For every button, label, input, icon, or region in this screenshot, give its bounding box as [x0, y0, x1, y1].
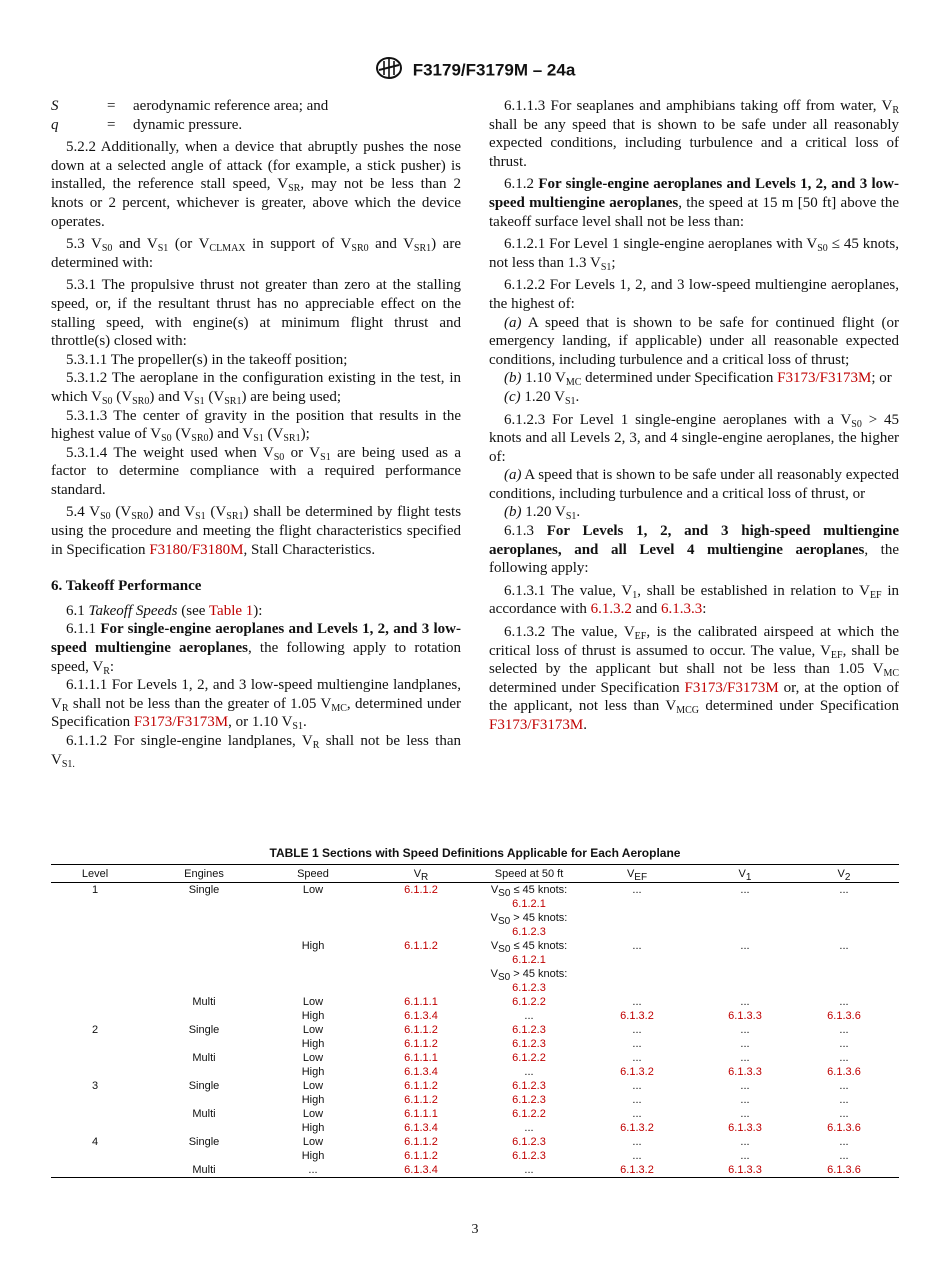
- table-cell-vef: [573, 1121, 701, 1135]
- table-cell-v2: ...: [839, 1038, 849, 1050]
- table-cell-v2: ...: [839, 884, 849, 896]
- table-cell-vef: ...: [632, 1150, 642, 1162]
- section-link[interactable]: 6.1.1.1: [404, 996, 438, 1008]
- table-cell-vef: ...: [632, 1052, 642, 1064]
- table-cell-v1: ...: [740, 1108, 750, 1120]
- table-cell-speed: High: [301, 1150, 325, 1162]
- section-link[interactable]: 6.1.3.6: [827, 1164, 861, 1176]
- para-6-1-2-2-a: (a) A speed that is shown to be safe for continued flight (or emergency landing, if applicable) under all reasonable expected conditions, including turbulence and a critical loss of thrust;: [489, 314, 899, 368]
- def-text: dynamic pressure.: [133, 116, 243, 133]
- table-cell-s50: [485, 1037, 573, 1051]
- speed-definitions-table: [51, 864, 899, 1178]
- table-cell-vef: ...: [632, 1094, 642, 1106]
- section-link[interactable]: 6.1.1.2: [404, 1136, 438, 1148]
- table-cell-s50: ...: [485, 1163, 573, 1178]
- table-cell-s50: [485, 1149, 573, 1163]
- para-6-1-2: 6.1.2 For single-engine aeroplanes and Levels 1, 2, and 3 low-speed multiengine aeroplanes, the speed at 15 m [50 ft] above the takeoff surface level shall not be less than:: [489, 176, 900, 230]
- table-cell-vef: ...: [632, 1038, 642, 1050]
- link-f3180[interactable]: F3180/F3180M: [149, 541, 244, 558]
- section-link[interactable]: 6.1.3.6: [827, 1066, 861, 1078]
- table-cell-engines: [139, 939, 269, 995]
- table-cell-vef: [573, 1009, 701, 1023]
- table-cell-engines: [139, 1121, 269, 1135]
- para-5-4: 5.4 $V_{S0}$ $(V_{SR0})$ and $V_{S1}$ $(V_{SR1})$ shall be determined by flight tests using the procedure and meeting the flight characteristics specified in Specification F3180/F3180M, Stall Characteristics.: [51, 504, 462, 558]
- section-link[interactable]: 6.1.1.1: [404, 1052, 438, 1064]
- table-cell-engines: Multi: [192, 1052, 216, 1064]
- table-cell-v2: ...: [839, 940, 849, 952]
- section-link[interactable]: 6.1.3.3: [728, 1066, 762, 1078]
- section-link[interactable]: 6.1.1.2: [404, 1150, 438, 1162]
- link-f3173[interactable]: F3173/F3173M: [777, 370, 872, 387]
- def-symbol: q: [51, 116, 59, 133]
- section-link[interactable]: 6.1.3.2: [620, 1164, 654, 1176]
- table-cell-s50: [485, 1107, 573, 1121]
- table-cell-vef: ...: [632, 1080, 642, 1092]
- table-cell-speed: High: [301, 1066, 325, 1078]
- section-link[interactable]: 6.1.3.3: [728, 1010, 762, 1022]
- table-cell-v2: [789, 1163, 899, 1178]
- table-cell-s50: ...: [524, 1122, 534, 1134]
- col-header: Speed at 50 ft: [485, 865, 573, 883]
- para-6-1-1-2: 6.1.1.2 For single-engine landplanes, $V_R$ shall not be less than $V_{S1.}$: [51, 733, 461, 770]
- table-cell-vr: [357, 883, 485, 940]
- table-cell-s50: [485, 1093, 573, 1107]
- para-6-1-1-1: 6.1.1.1 For Levels 1, 2, and 3 low-speed multiengine landplanes, $V_R$ shall not be less than the greater of 1.05 $V_{MC}$, determined under Specification F3173/F3173M, or 1.10 $V_{S1}$.: [51, 677, 461, 733]
- section-link[interactable]: 6.1.2.1: [512, 954, 546, 966]
- section-link[interactable]: 6.1.2.2: [512, 1052, 546, 1064]
- col-header: $V_1$: [701, 865, 789, 883]
- link-f3173[interactable]: F3173/F3173M: [489, 717, 584, 733]
- table-cell-v1: [701, 1163, 789, 1178]
- table-cell-engines: [139, 1065, 269, 1079]
- table-cell-vef: [573, 1163, 701, 1178]
- table-cell-vr: [357, 1079, 485, 1093]
- table-cell-engines: Single: [188, 1080, 220, 1092]
- astm-logo-icon: [375, 56, 403, 85]
- table-row: [51, 1135, 899, 1149]
- table-cell-v1: ...: [740, 1038, 750, 1050]
- table-title: TABLE 1 Sections with Speed Definitions Applicable for Each Aeroplane: [269, 846, 681, 860]
- table-cell-s50: ...: [524, 1066, 534, 1078]
- table-cell-engines: [139, 1093, 269, 1107]
- link-f3173[interactable]: F3173/F3173M: [133, 714, 229, 731]
- para-6-1-1-3: 6.1.1.3 For seaplanes and amphibians taking off from water, $V_R$ shall be any speed that is shown to be safe under all reasonably expected conditions, including turbulence and a critical loss of thrust.: [489, 98, 899, 170]
- table-cell-v1: ...: [740, 1094, 750, 1106]
- para-6-1-2-1: 6.1.2.1 For Level 1 single-engine aeroplanes with $V_{S0} \le 45$ knots, not less than 1.3 $V_{S1}$;: [489, 236, 899, 273]
- section-link[interactable]: 6.1.3.6: [827, 1122, 861, 1134]
- table-cell-v1: ...: [740, 996, 750, 1008]
- table-cell-level: [51, 995, 139, 1009]
- table-row: [51, 1107, 899, 1121]
- def-equals: =: [107, 116, 116, 133]
- document-designation: F3179/F3179M – 24a: [412, 60, 576, 80]
- table-cell-vr: [357, 1009, 485, 1023]
- page-header: [0, 56, 950, 85]
- table-cell-engines: Single: [188, 1136, 220, 1148]
- table-cell-level: [51, 939, 139, 995]
- table-cell-vr: [357, 1107, 485, 1121]
- table-cell-v1: [701, 1121, 789, 1135]
- section-6-heading: 6. Takeoff Performance: [51, 578, 202, 595]
- section-link[interactable]: 6.1.2.3: [512, 926, 546, 938]
- table-cell-s50: $V_{S0} \le 45$ knots: 6.1.2.1 $V_{S0} > 45$ knots: 6.1.2.3: [485, 883, 573, 940]
- table-cell-v2: ...: [839, 1080, 849, 1092]
- para-5-3-1: 5.3.1 The propulsive thrust not greater than zero at the stalling speed, or, if the resultant thrust has no appreciable effect on the stalling speed, with engine(s) at minimum flight thrust and throttle(s) closed with:: [51, 277, 461, 350]
- table-cell-vef: ...: [632, 940, 642, 952]
- para-6-1-3-2: 6.1.3.2 The value, $V_{EF}$, is the calibrated airspeed at which the critical loss of thrust is assumed to occur. The value, $V_{EF}$, shall be selected by the applicant but shall not be less than 1.05 $V_{MC}$ determined under Specification F3173/F3173M or, at the option of the applicant, not less than $V_{MCG}$ determined under Specification F3173/F3173M.: [489, 624, 900, 733]
- para-5-3-1-1: 5.3.1.1 The propeller(s) in the takeoff position;: [66, 351, 348, 368]
- table-cell-engines: Single: [188, 1024, 220, 1036]
- table-row: [51, 1079, 899, 1093]
- para-6-1: 6.1 Takeoff Speeds (see Table 1):: [66, 602, 263, 619]
- table-cell-vef: ...: [632, 1136, 642, 1148]
- section-link[interactable]: 6.1.3.3: [728, 1122, 762, 1134]
- col-header: $V_{EF}$: [573, 865, 701, 883]
- table-cell-v1: ...: [740, 1024, 750, 1036]
- table-cell-level: [51, 1051, 139, 1065]
- table-row: [51, 1163, 899, 1178]
- section-link[interactable]: 6.1.2.2: [512, 1108, 546, 1120]
- link-table-1[interactable]: Table 1: [208, 602, 254, 619]
- table-cell-v1: [701, 1065, 789, 1079]
- section-link[interactable]: 6.1.1.2: [404, 1094, 438, 1106]
- table-cell-v1: ...: [740, 1136, 750, 1148]
- left-column: [51, 97, 461, 773]
- para-5-3: 5.3 $V_{S0}$ and $V_{S1}$ (or $V_{CLMAX}$ in support of $V_{SR0}$ and $V_{SR1}$) are determined with:: [51, 236, 461, 271]
- para-6-1-3: 6.1.3 For Levels 1, 2, and 3 high-speed multiengine aeroplanes, and all Level 4 multiengine aeroplanes, the following apply:: [489, 523, 899, 577]
- section-link[interactable]: 6.1.3.2: [620, 1066, 654, 1078]
- page-number: 3: [471, 1222, 479, 1237]
- table-cell-v2: ...: [839, 1094, 849, 1106]
- section-link[interactable]: 6.1.3.4: [404, 1122, 438, 1134]
- table-row: [51, 1051, 899, 1065]
- table-cell-s50: [485, 1079, 573, 1093]
- table-cell-speed: Low: [302, 1108, 324, 1120]
- table-cell-speed: Low: [302, 1136, 324, 1148]
- section-link[interactable]: 6.1.2.1: [512, 898, 546, 910]
- para-5-3-1-3: 5.3.1.3 The center of gravity in the position that results in the highest value of $V_{S0}$ $(V_{SR0})$ and $V_{S1}$ $(V_{SR1})$;: [51, 407, 461, 445]
- para-6-1-3-1: 6.1.3.1 The value, $V_1$, shall be established in relation to $V_{EF}$ in accordance with 6.1.3.2 and 6.1.3.3:: [489, 582, 899, 618]
- table-cell-engines: Multi: [192, 996, 216, 1008]
- para-5-2-2: 5.2.2 Additionally, when a device that abruptly pushes the nose down at a selected angle of attack (for example, a stick pusher) is installed, the reference stall speed, $V_{SR}$, may not be less than 2 knots or 2 percent, whichever is greater, above which the device operates.: [51, 139, 461, 230]
- para-5-3-1-4: 5.3.1.4 The weight used when $V_{S0}$ or $V_{S1}$ are being used as a factor to determine compliance with a required performance standard.: [51, 444, 462, 498]
- right-column: [489, 97, 899, 739]
- section-link[interactable]: 6.1.3.4: [404, 1164, 438, 1176]
- definition-row: [51, 116, 461, 135]
- table-cell-level: [51, 1037, 139, 1051]
- col-header: $V_R$: [357, 865, 485, 883]
- section-link[interactable]: 6.1.2.3: [512, 1038, 546, 1050]
- link-6-1-3-3[interactable]: 6.1.3.3: [661, 601, 703, 618]
- para-6-1-2-2: 6.1.2.2 For Levels 1, 2, and 3 low-speed multiengine aeroplanes, the highest of:: [489, 277, 899, 312]
- table-cell-vr: [357, 1163, 485, 1178]
- table-cell-v1: ...: [740, 940, 750, 952]
- table-cell-vr: [357, 1135, 485, 1149]
- table-row: [51, 1093, 899, 1107]
- table-row: [51, 883, 899, 940]
- para-5-3-1-2: 5.3.1.2 The aeroplane in the configuration existing in the test, in which $V_{S0}$ $(V_{SR0})$ and $V_{S1}$ $(V_{SR1})$ are being used;: [51, 370, 461, 407]
- table-1: [51, 846, 899, 1178]
- table-row: [51, 1037, 899, 1051]
- table-cell-level: [51, 1107, 139, 1121]
- table-cell-vr: [357, 1121, 485, 1135]
- table-cell-speed: Low: [302, 996, 324, 1008]
- section-link[interactable]: 6.1.3.4: [404, 1066, 438, 1078]
- table-cell-v1: ...: [740, 1150, 750, 1162]
- table-cell-level: [51, 1163, 139, 1178]
- table-cell-engines: Single: [188, 884, 220, 896]
- para-6-1-2-2-b: (b) 1.10 $V_{MC}$ determined under Specification F3173/F3173M; or: [504, 370, 892, 389]
- table-cell-v2: ...: [839, 1108, 849, 1120]
- table-cell-level: [51, 1093, 139, 1107]
- table-cell-speed: Low: [302, 884, 324, 896]
- table-cell-engines: Multi: [192, 1108, 216, 1120]
- def-symbol: S: [51, 98, 59, 114]
- table-cell-vr: [357, 1051, 485, 1065]
- table-cell-vr: [357, 1065, 485, 1079]
- section-link[interactable]: 6.1.1.2: [404, 1024, 438, 1036]
- section-link[interactable]: 6.1.1.2: [404, 884, 438, 896]
- section-link[interactable]: 6.1.2.3: [512, 1150, 546, 1162]
- table-cell-speed: High: [301, 1010, 325, 1022]
- table-cell-vef: ...: [632, 1024, 642, 1036]
- section-link[interactable]: 6.1.2.3: [512, 1024, 546, 1036]
- table-cell-vr: [357, 995, 485, 1009]
- table-cell-v1: ...: [740, 884, 750, 896]
- table-cell-speed: High: [301, 940, 325, 952]
- table-row: [51, 1149, 899, 1163]
- table-cell-level: 3: [91, 1080, 99, 1092]
- table-cell-vef: [573, 1065, 701, 1079]
- table-cell-vr: [357, 939, 485, 995]
- table-row: [51, 1121, 899, 1135]
- table-cell-v2: [789, 1121, 899, 1135]
- section-link[interactable]: 6.1.3.2: [620, 1010, 654, 1022]
- table-cell-s50: [485, 995, 573, 1009]
- table-cell-v2: ...: [839, 996, 849, 1008]
- table-cell-v2: [789, 1009, 899, 1023]
- table-cell-level: [51, 1121, 139, 1135]
- col-header: Engines: [139, 865, 269, 883]
- table-cell-v1: ...: [740, 1080, 750, 1092]
- table-cell-level: [51, 1065, 139, 1079]
- section-link[interactable]: 6.1.3.2: [620, 1122, 654, 1134]
- col-header: Level: [51, 865, 139, 883]
- section-link[interactable]: 6.1.1.1: [404, 1108, 438, 1120]
- table-row: [51, 1009, 899, 1023]
- table-cell-s50: [485, 1135, 573, 1149]
- table-cell-level: 4: [91, 1136, 99, 1148]
- table-cell-s50: [485, 1023, 573, 1037]
- table-cell-engines: [139, 1037, 269, 1051]
- table-cell-engines: Multi: [139, 1163, 269, 1178]
- table-cell-engines: [139, 1149, 269, 1163]
- table-cell-level: [51, 1009, 139, 1023]
- table-row: [51, 1065, 899, 1079]
- table-cell-speed: High: [301, 1122, 325, 1134]
- table-row: [51, 1023, 899, 1037]
- section-link[interactable]: 6.1.3.3: [728, 1164, 762, 1176]
- table-cell-s50: $V_{S0} \le 45$ knots: 6.1.2.1 $V_{S0} > 45$ knots: 6.1.2.3: [485, 939, 573, 995]
- table-cell-s50: ...: [524, 1010, 534, 1022]
- section-link[interactable]: 6.1.1.2: [404, 1038, 438, 1050]
- table-row: [51, 995, 899, 1009]
- table-cell-level: 1: [91, 884, 99, 896]
- table-cell-vef: ...: [632, 1108, 642, 1120]
- table-cell-speed: Low: [302, 1024, 324, 1036]
- table-cell-v2: ...: [839, 1024, 849, 1036]
- table-cell-vef: ...: [632, 996, 642, 1008]
- table-header-row: [51, 865, 899, 883]
- col-header: $V_2$: [789, 865, 899, 883]
- para-6-1-2-3: 6.1.2.3 For Level 1 single-engine aeroplanes with a $V_{S0} > 45$ knots and all Levels 2, 3, and 4 single-engine aeroplanes, the higher of:: [489, 411, 900, 465]
- section-link[interactable]: 6.1.2.3: [512, 1094, 546, 1106]
- section-link[interactable]: 6.1.2.2: [512, 996, 546, 1008]
- table-row: [51, 939, 899, 995]
- section-link[interactable]: 6.1.1.2: [404, 940, 438, 952]
- table-cell-level: [51, 1149, 139, 1163]
- table-cell-v1: ...: [740, 1052, 750, 1064]
- section-link[interactable]: 6.1.2.3: [512, 1136, 546, 1148]
- table-cell-level: 2: [91, 1024, 99, 1036]
- definition-row: [51, 97, 461, 116]
- table-cell-vr: [357, 1149, 485, 1163]
- section-link[interactable]: 6.1.2.3: [512, 982, 546, 994]
- def-text: aerodynamic reference area; and: [133, 98, 329, 114]
- table-cell-s50: [485, 1051, 573, 1065]
- section-link[interactable]: 6.1.2.3: [512, 1080, 546, 1092]
- para-6-1-2-3-a: (a) A speed that is shown to be safe under all reasonably expected conditions, including turbulence and a critical loss of thrust, or: [489, 467, 899, 502]
- table-cell-vef: ...: [632, 884, 642, 896]
- section-link[interactable]: 6.1.3.6: [827, 1010, 861, 1022]
- table-cell-vr: [357, 1037, 485, 1051]
- table-cell-engines: [139, 1009, 269, 1023]
- table-cell-v2: [789, 1065, 899, 1079]
- table-cell-speed: Low: [302, 1052, 324, 1064]
- table-cell-speed: High: [301, 1038, 325, 1050]
- section-link[interactable]: 6.1.1.2: [404, 1080, 438, 1092]
- table-cell-speed: High: [301, 1094, 325, 1106]
- table-cell-speed: ...: [269, 1163, 357, 1178]
- table-cell-vr: [357, 1093, 485, 1107]
- link-6-1-3-2[interactable]: 6.1.3.2: [590, 601, 632, 618]
- para-6-1-2-2-c: (c) 1.20 $V_{S1}$.: [504, 388, 580, 407]
- table-cell-v1: [701, 1009, 789, 1023]
- col-header: Speed: [269, 865, 357, 883]
- table-cell-v2: ...: [839, 1150, 849, 1162]
- para-6-1-1: 6.1.1 For single-engine aeroplanes and Levels 1, 2, and 3 low-speed multiengine aeroplanes, the following apply to rotation speed, $V_R$:: [51, 621, 462, 677]
- def-equals: =: [107, 98, 116, 114]
- table-cell-vr: [357, 1023, 485, 1037]
- table-cell-speed: Low: [302, 1080, 324, 1092]
- section-link[interactable]: 6.1.3.4: [404, 1010, 438, 1022]
- link-f3173[interactable]: F3173/F3173M: [684, 679, 779, 696]
- para-6-1-2-3-b: (b) 1.20 $V_{S1}$.: [504, 504, 581, 523]
- table-cell-v2: ...: [839, 1136, 849, 1148]
- table-cell-v2: ...: [839, 1052, 849, 1064]
